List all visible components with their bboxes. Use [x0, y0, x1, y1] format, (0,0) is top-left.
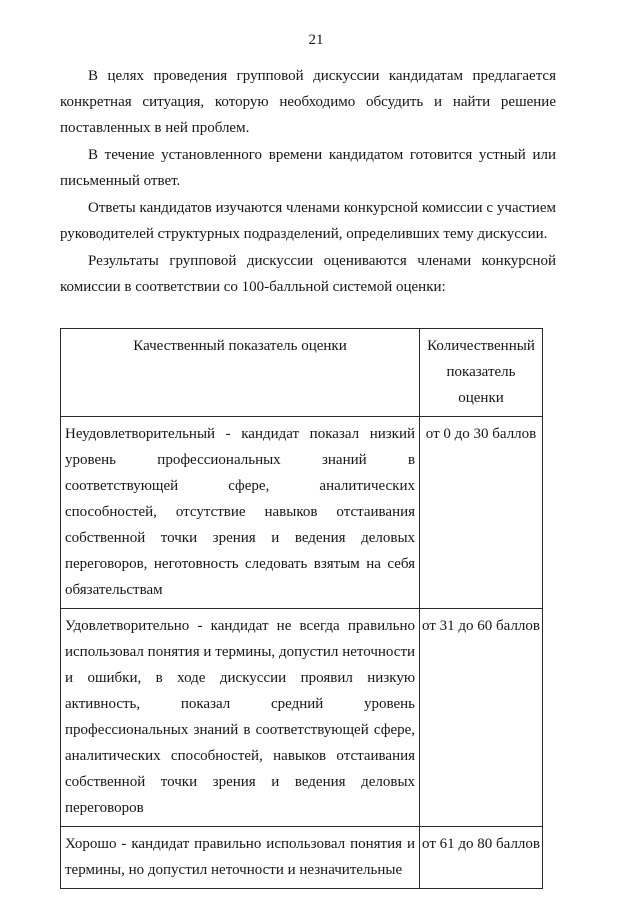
paragraph-results-evaluation: Результаты групповой дискуссии оцениваются членами конкурсной комиссии в соответствии со 100-балльной системой оценки:: [60, 253, 556, 295]
row-score-range: от 61 до 80 баллов: [420, 827, 543, 889]
table-header-row: [61, 329, 543, 417]
table-row: [61, 417, 543, 609]
evaluation-table: [60, 328, 543, 889]
paragraph-group-discussion: В целях проведения групповой дискуссии кандидатам предлагается конкретная ситуация, которую необходимо обсудить и найти решение поставленных в ней проблем.: [60, 68, 556, 136]
row-description: Удовлетворительно - кандидат не всегда правильно использовал понятия и термины, допустил неточности и ошибки, в ходе дискуссии проявил низкую активность, показал средний уровень профессиональных знаний в соответствующей сфере, аналитических способностей, навыков отстаивания собственной точки зрения и ведения деловых переговоров: [61, 609, 420, 827]
header-quantitative: Количественный показатель оценки: [420, 329, 543, 417]
row-score-range: от 0 до 30 баллов: [420, 417, 543, 609]
row-score-range: от 31 до 60 баллов: [420, 609, 543, 827]
table-row: [61, 609, 543, 827]
header-qualitative: Качественный показатель оценки: [61, 329, 420, 417]
table-row: [61, 827, 543, 889]
row-description: Хорошо - кандидат правильно использовал понятия и термины, но допустил неточности и незначительные: [61, 827, 420, 889]
page-number: 21: [308, 32, 324, 48]
row-description: Неудовлетворительный - кандидат показал низкий уровень профессиональных знаний в соответствующей сфере, аналитических способностей, отсутствие навыков отстаивания собственной точки зрения и ведения деловых переговоров, неготовность следовать взятым на себя обязательствам: [61, 417, 420, 609]
paragraph-answer-preparation: В течение установленного времени кандидатом готовится устный или письменный ответ.: [60, 147, 556, 189]
paragraph-answers-review: Ответы кандидатов изучаются членами конкурсной комиссии с участием руководителей структурных подразделений, определивших тему дискуссии.: [60, 200, 556, 242]
